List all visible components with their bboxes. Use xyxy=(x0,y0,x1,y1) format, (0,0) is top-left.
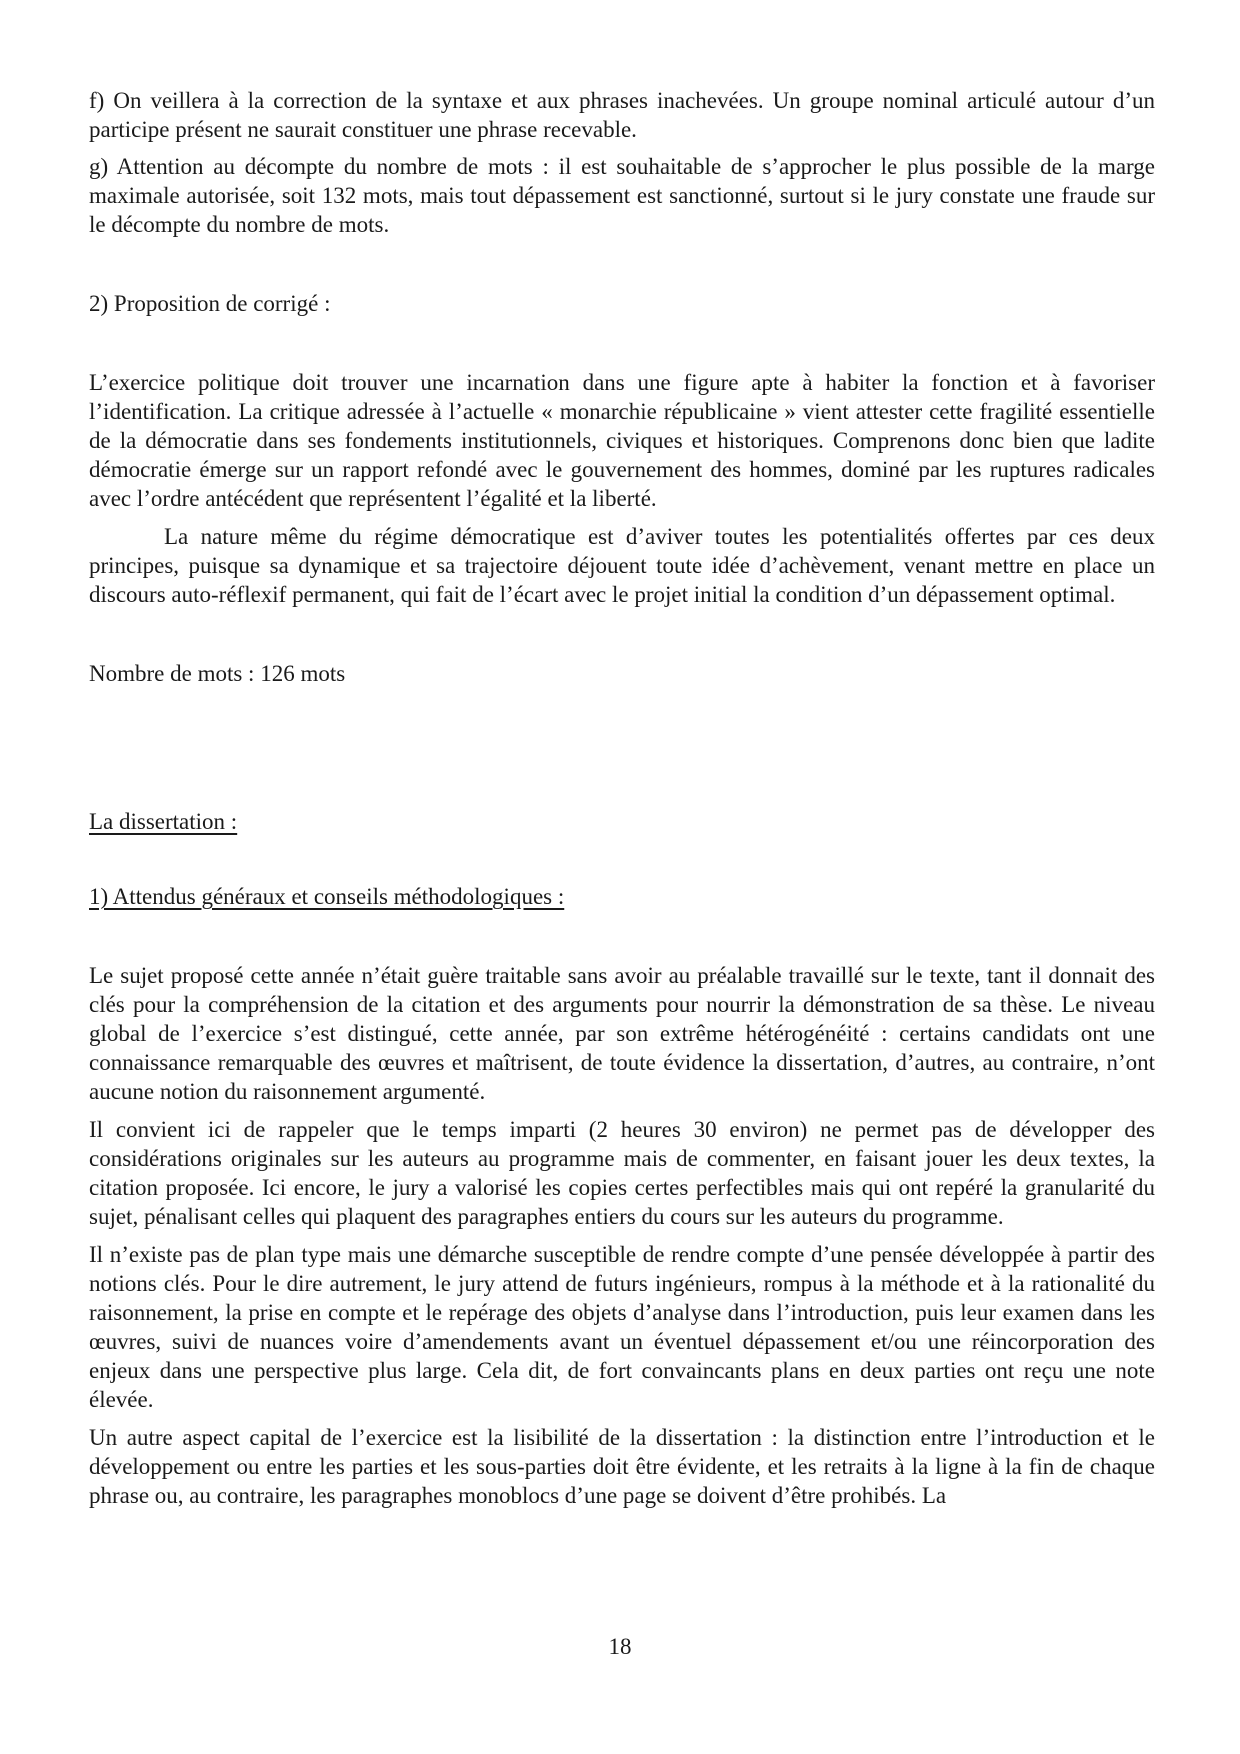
dissertation-subheading-text: 1) Attendus généraux et conseils méthodologiques : xyxy=(89,884,565,909)
remark-g: g) Attention au décompte du nombre de mots : il est souhaitable de s’approcher le plus possible de la marge maximale autorisée, soit 132 mots, mais tout dépassement est sanctionné, surtout si le jury constate une fraude sur le décompte du nombre de mots. xyxy=(89,154,1155,237)
dissertation-title xyxy=(89,807,1155,836)
word-count: Nombre de mots : 126 mots xyxy=(89,661,346,686)
dissertation-title-text: La dissertation : xyxy=(89,809,238,834)
dissertation-subheading xyxy=(89,882,1155,911)
corrige-paragraph-1: L’exercice politique doit trouver une incarnation dans une figure apte à habiter la fonction et à favoriser l’identification. La critique adressée à l’actuelle « monarchie républicaine » vient attester cette fragilité essentielle de la démocratie dans ses fondements institutionnels, civiques et historiques. Comprenons donc bien que ladite démocratie émerge sur un rapport refondé avec le gouvernement des hommes, dominé par les ruptures radicales avec l’ordre antécédent que représentent l’égalité et la liberté. xyxy=(89,370,1155,511)
corrige-paragraph-2: La nature même du régime démocratique est d’aviver toutes les potentialités offertes par ces deux principes, puisque sa dynamique et sa trajectoire déjouent toute idée d’achèvement, venant mettre en place un discours auto-réflexif permanent, qui fait de l’écart avec le projet initial la condition d’un dépassement optimal. xyxy=(89,524,1155,607)
dissertation-paragraph: Il n’existe pas de plan type mais une démarche susceptible de rendre compte d’une pensée développée à partir des notions clés. Pour le dire autrement, le jury attend de futurs ingénieurs, rompus à la méthode et à la rationalité du raisonnement, la prise en compte et le repérage des objets d’analyse dans l’introduction, puis leur examen dans les œuvres, suivi de nuances voire d’amendements avant un éventuel dépassement et/ou une réincorporation des enjeux dans une perspective plus large. Cela dit, de fort convaincants plans en deux parties ont reçu une note élevée. xyxy=(89,1242,1155,1412)
dissertation-paragraph: Il convient ici de rappeler que le temps imparti (2 heures 30 environ) ne permet pas de développer des considérations originales sur les auteurs au programme mais de commenter, en faisant jouer les deux textes, la citation proposée. Ici encore, le jury a valorisé les copies certes perfectibles mais qui ont repéré la granularité du sujet, pénalisant celles qui plaquent des paragraphes entiers du cours sur les auteurs du programme. xyxy=(89,1117,1155,1229)
remark-f: f) On veillera à la correction de la syntaxe et aux phrases inachevées. Un groupe nominal articulé autour d’un participe présent ne saurait constituer une phrase recevable. xyxy=(89,88,1155,142)
corrige-heading: 2) Proposition de corrigé : xyxy=(89,291,331,316)
dissertation-paragraph: Un autre aspect capital de l’exercice est la lisibilité de la dissertation : la distinction entre l’introduction et le développement ou entre les parties et les sous-parties doit être évidente, et les retraits à la ligne à la fin de chaque phrase ou, au contraire, les paragraphes monoblocs d’une page se doivent d’être prohibés. La xyxy=(89,1425,1155,1508)
page-number: 18 xyxy=(608,1634,632,1659)
dissertation-paragraph: Le sujet proposé cette année n’était guère traitable sans avoir au préalable travaillé sur le texte, tant il donnait des clés pour la compréhension de la citation et des arguments pour nourrir la démonstration de sa thèse. Le niveau global de l’exercice s’est distingué, cette année, par son extrême hétérogénéité : certains candidats ont une connaissance remarquable des œuvres et maîtrisent, de toute évidence la dissertation, d’autres, au contraire, n’ont aucune notion du raisonnement argumenté. xyxy=(89,963,1155,1104)
document-page xyxy=(89,86,1155,1510)
